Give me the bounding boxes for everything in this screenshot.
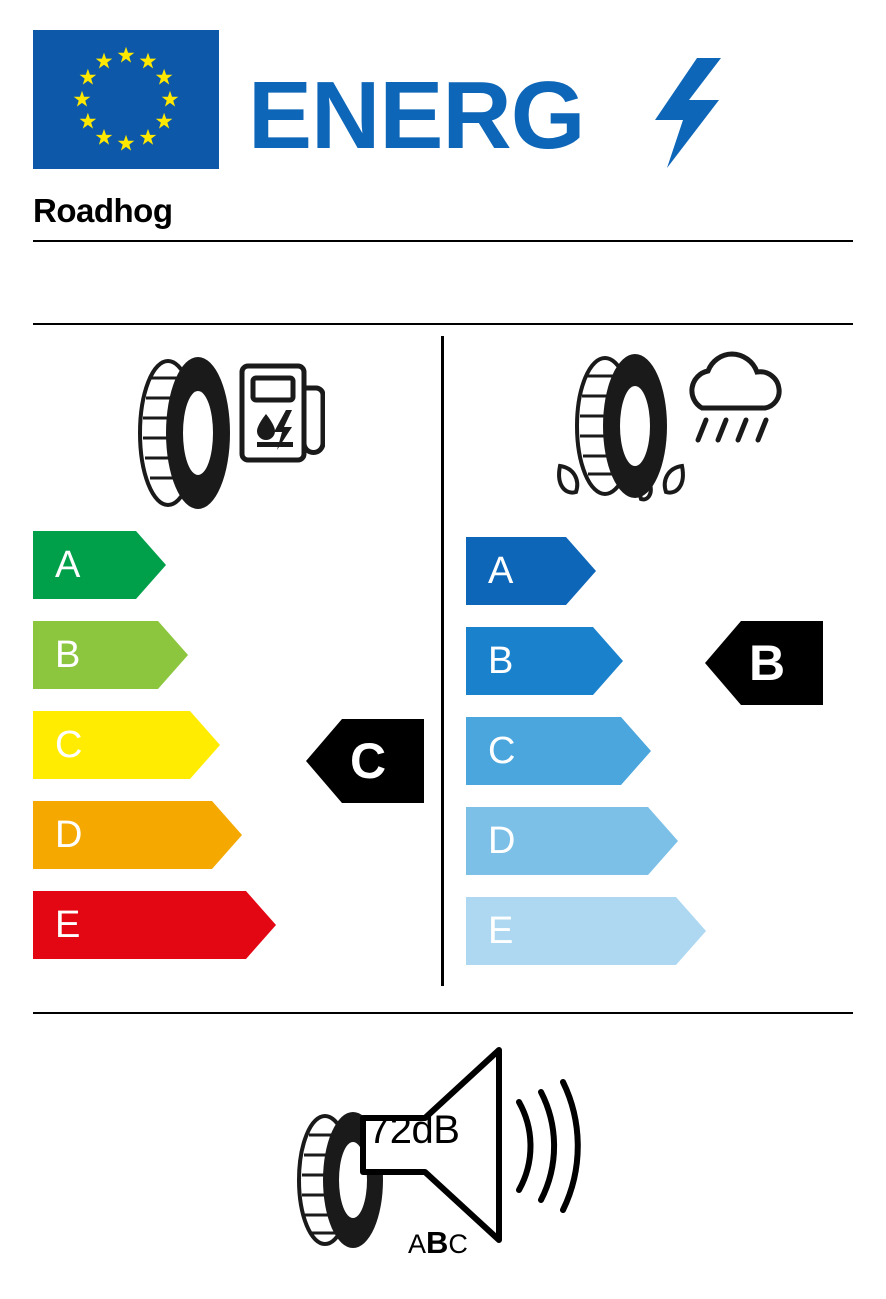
divider-top xyxy=(33,240,853,242)
eu-flag-icon xyxy=(33,30,219,169)
eu-stars-icon xyxy=(33,30,219,169)
brand-name: Roadhog xyxy=(33,192,173,229)
fuel-class-bar-e xyxy=(33,891,276,959)
tyre-rain-cloud-icon xyxy=(530,348,795,518)
wet-class-bar-a xyxy=(466,537,596,605)
wet-class-c-letter: C xyxy=(488,730,516,772)
label-header xyxy=(33,30,853,170)
wet-class-e-letter: E xyxy=(488,910,514,952)
divider-bottom xyxy=(33,1012,853,1014)
noise-class-a: A xyxy=(408,1229,427,1259)
wet-class-bar-c xyxy=(466,717,651,785)
fuel-result-pointer xyxy=(306,711,424,811)
fuel-class-a-letter: A xyxy=(55,544,81,586)
fuel-class-bar-d xyxy=(33,801,242,869)
energy-wordmark: ENERG xyxy=(248,62,585,169)
wet-class-bar-e xyxy=(466,897,706,965)
noise-value: 72dB xyxy=(368,1108,460,1152)
wet-class-b-letter: B xyxy=(488,640,514,682)
wet-result-pointer xyxy=(705,613,823,713)
wet-result-letter: B xyxy=(749,635,786,691)
wet-class-bar-b xyxy=(466,627,623,695)
wet-class-a-letter: A xyxy=(488,550,514,592)
divider-second xyxy=(33,323,853,325)
fuel-result-letter: C xyxy=(350,733,387,789)
wet-class-a-shape xyxy=(466,537,596,605)
noise-class-b: B xyxy=(426,1225,449,1260)
fuel-class-c-letter: C xyxy=(55,724,83,766)
lightning-bolt-icon xyxy=(645,58,725,168)
wet-class-bar-d xyxy=(466,807,678,875)
noise-class-scale xyxy=(408,1225,468,1261)
fuel-class-d-letter: D xyxy=(55,814,83,856)
noise-class-c: C xyxy=(448,1229,468,1259)
fuel-class-bar-a xyxy=(33,531,166,599)
fuel-class-bar-b xyxy=(33,621,188,689)
fuel-class-e-letter: E xyxy=(55,904,81,946)
fuel-class-bar-c xyxy=(33,711,220,779)
wet-class-d-letter: D xyxy=(488,820,516,862)
tyre-fuel-pump-icon xyxy=(120,348,325,518)
fuel-class-a-shape xyxy=(33,531,166,599)
divider-vertical xyxy=(441,336,444,986)
fuel-class-b-letter: B xyxy=(55,634,81,676)
